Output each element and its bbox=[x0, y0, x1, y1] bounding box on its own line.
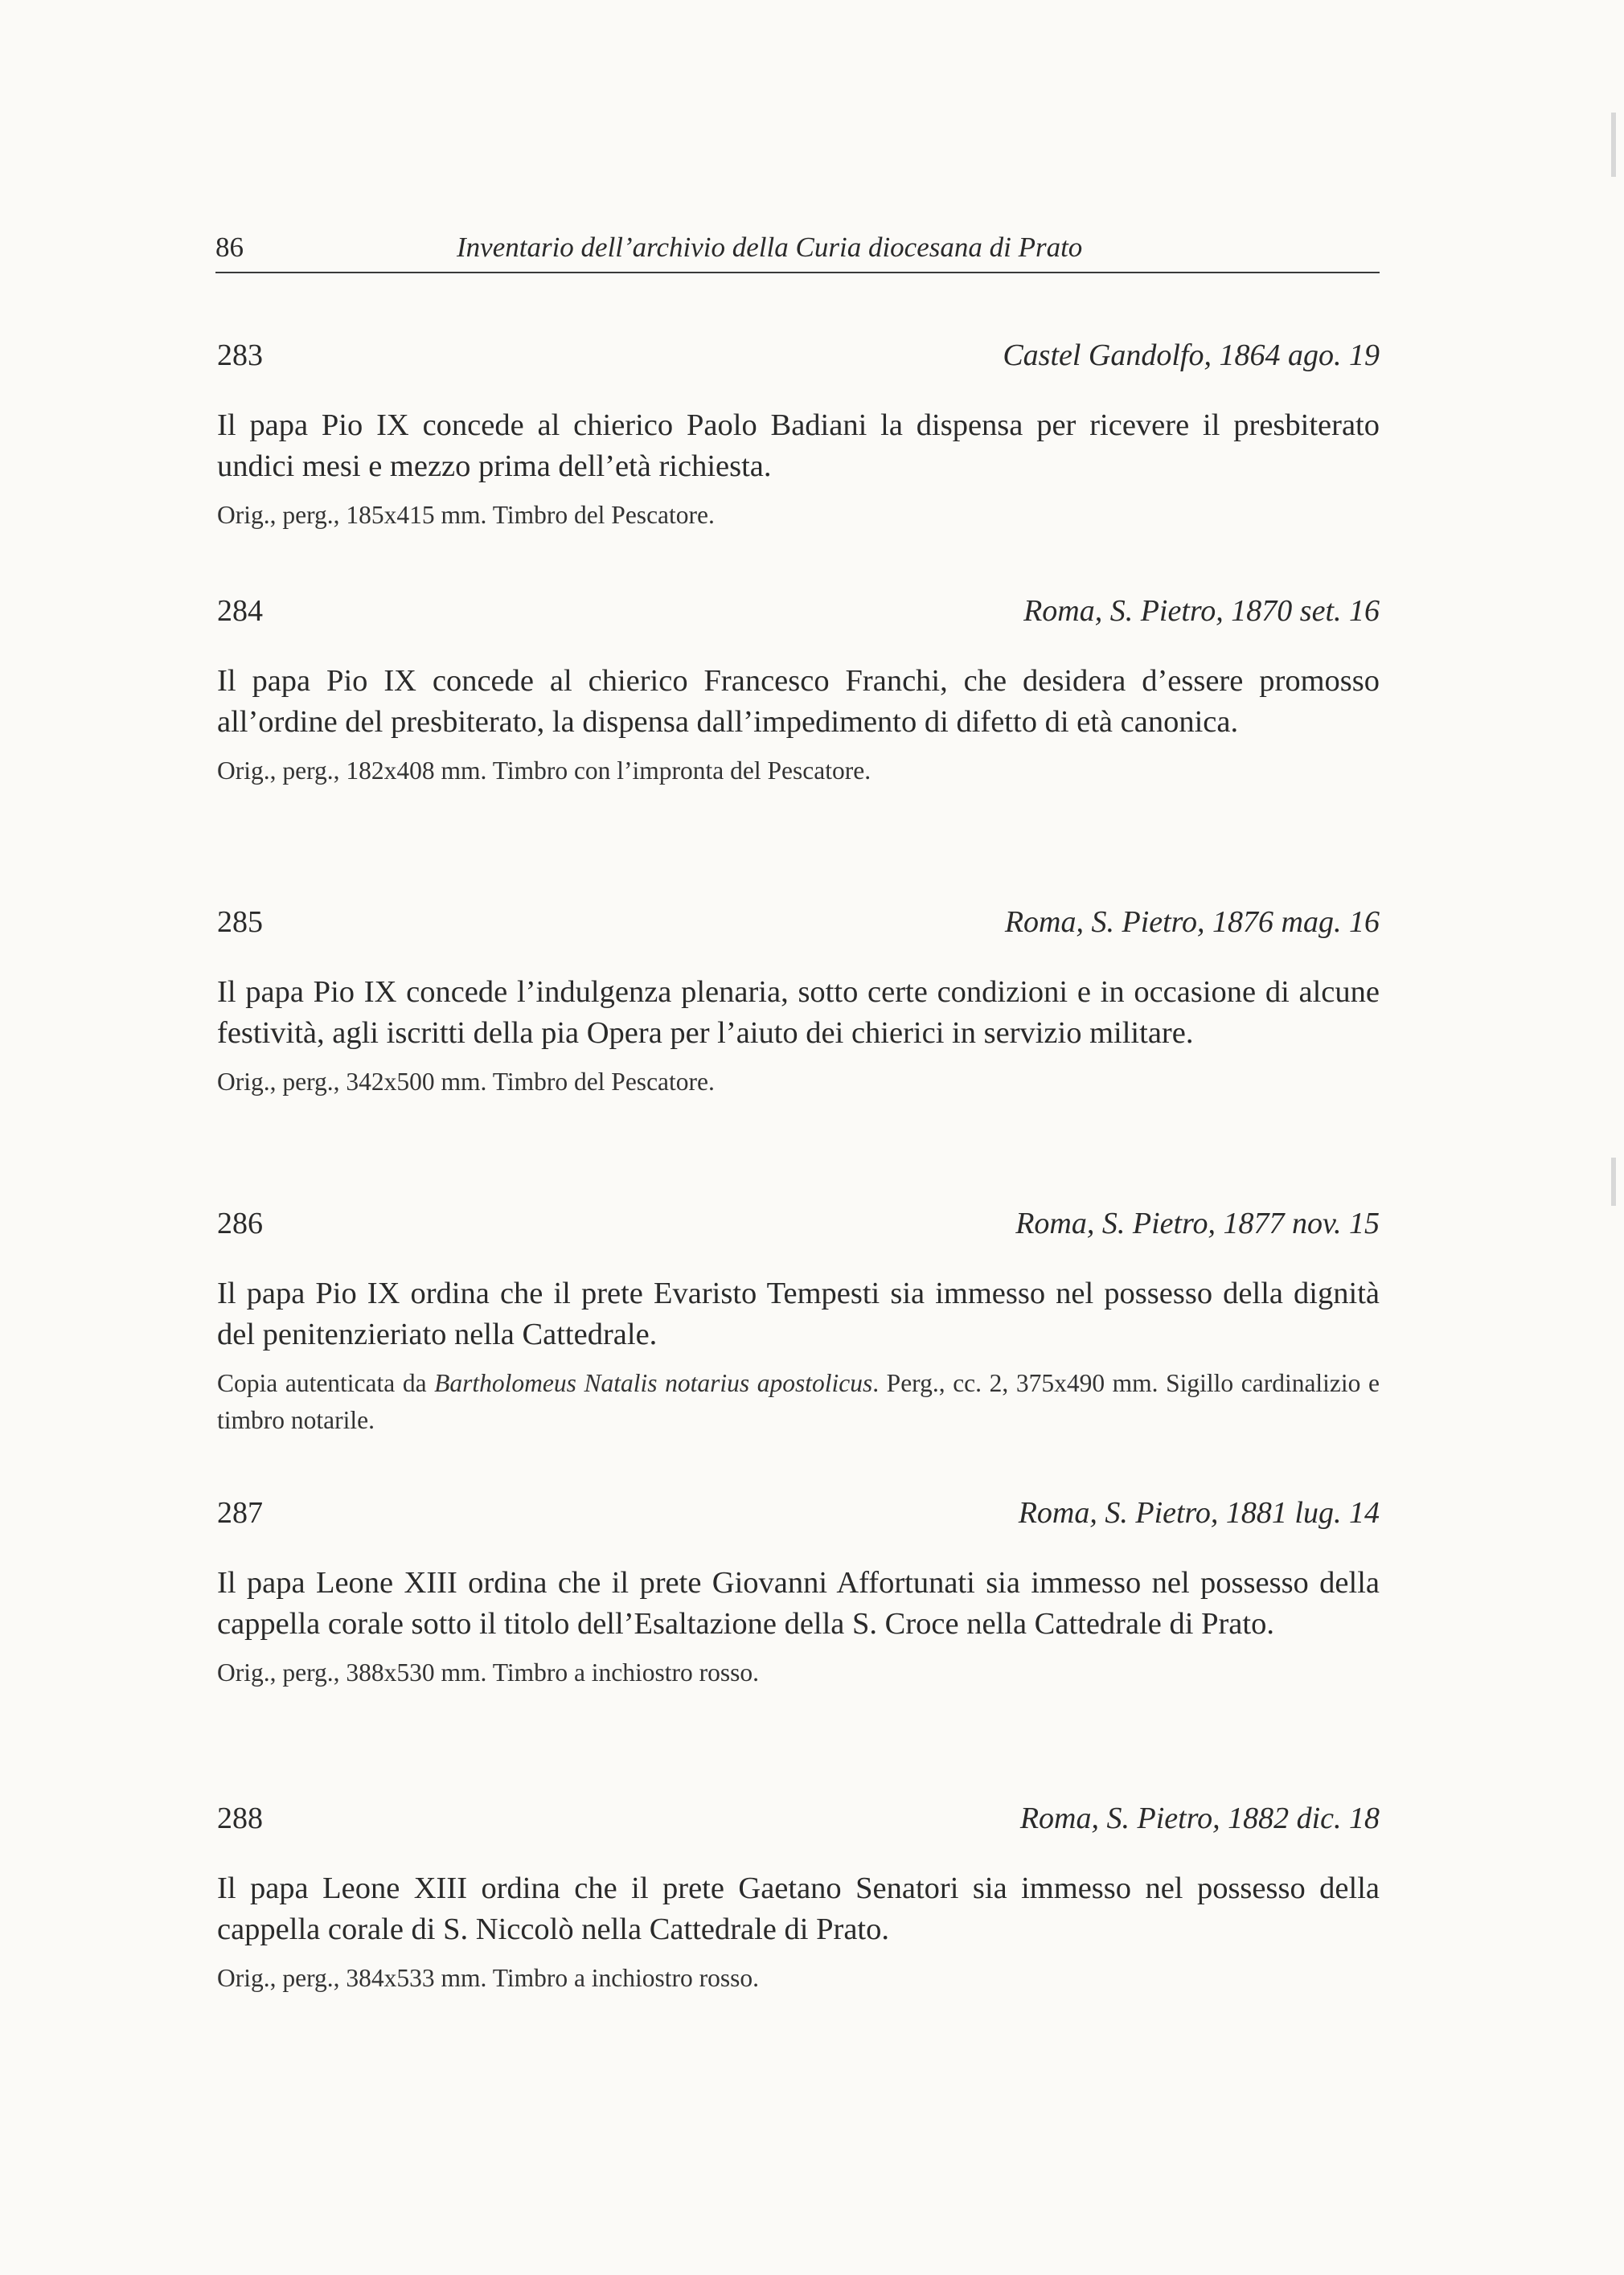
entry-summary: Il papa Pio IX concede al chierico Paolo Badiani la dispensa per ricevere il presbiterato undici mesi e mezzo prima dell’età richiesta. bbox=[217, 408, 1380, 483]
entry-head bbox=[217, 1206, 1380, 1246]
description-prefix: Copia autenticata da bbox=[217, 1369, 435, 1397]
entry-284 bbox=[217, 593, 1380, 789]
entry-286 bbox=[217, 1206, 1380, 1439]
entry-summary: Il papa Leone XIII ordina che il prete Gaetano Senatori sia immesso nel possesso della cappella corale di S. Niccolò nella Cattedrale di Prato. bbox=[217, 1871, 1380, 1946]
entry-head bbox=[217, 1495, 1380, 1535]
entry-description: Orig., perg., 384x533 mm. Timbro a inchiostro rosso. bbox=[217, 1964, 760, 1992]
entry-description: Orig., perg., 388x530 mm. Timbro a inchiostro rosso. bbox=[217, 1658, 760, 1687]
notary-name: Bartholomeus Natalis notarius apostolicus bbox=[434, 1369, 873, 1397]
entry-number: 283 bbox=[217, 338, 263, 372]
entry-summary: Il papa Pio IX ordina che il prete Evaristo Tempesti sia immesso nel possesso della dignità del penitenzieriato nella Cattedrale. bbox=[217, 1277, 1380, 1351]
entry-head bbox=[217, 593, 1380, 633]
entry-place-date: Roma, S. Pietro, 1877 nov. 15 bbox=[1015, 1207, 1380, 1240]
edge-mark bbox=[1611, 1158, 1616, 1206]
entry-description: Orig., perg., 182x408 mm. Timbro con l’impronta del Pescatore. bbox=[217, 756, 871, 785]
description-suffix: . Perg., cc. 2, 375x490 mm. Sigillo cardinalizio e timbro notarile. bbox=[217, 1369, 1380, 1434]
entry-place-date: Roma, S. Pietro, 1881 lug. 14 bbox=[1018, 1496, 1380, 1530]
entry-number: 287 bbox=[217, 1496, 263, 1530]
entry-summary: Il papa Leone XIII ordina che il prete Giovanni Affortunati sia immesso nel possesso della cappella corale sotto il titolo dell’Esaltazione della S. Croce nella Cattedrale di Prato. bbox=[217, 1566, 1380, 1641]
page-number: 86 bbox=[215, 232, 244, 263]
entry-number: 285 bbox=[217, 905, 263, 939]
entry-description: Orig., perg., 185x415 mm. Timbro del Pescatore. bbox=[217, 501, 715, 529]
entry-place-date: Castel Gandolfo, 1864 ago. 19 bbox=[1003, 338, 1380, 372]
entry-head bbox=[217, 338, 1380, 378]
entry-head bbox=[217, 1801, 1380, 1841]
entry-summary: Il papa Pio IX concede l’indulgenza plenaria, sotto certe condizioni e in occasione di alcune festività, agli iscritti della pia Opera per l’aiuto dei chierici in servizio militare. bbox=[217, 975, 1380, 1050]
entry-283 bbox=[217, 338, 1380, 534]
entry-place-date: Roma, S. Pietro, 1876 mag. 16 bbox=[1004, 905, 1380, 939]
entry-288 bbox=[217, 1801, 1380, 1997]
page-header bbox=[215, 227, 1380, 273]
entry-number: 288 bbox=[217, 1802, 263, 1835]
edge-mark bbox=[1611, 113, 1616, 177]
running-title: Inventario dell’archivio della Curia diocesana di Prato bbox=[457, 232, 1083, 263]
entry-description: Orig., perg., 342x500 mm. Timbro del Pescatore. bbox=[217, 1068, 715, 1096]
entry-head bbox=[217, 904, 1380, 945]
entry-description bbox=[217, 1365, 1380, 1439]
entry-summary: Il papa Pio IX concede al chierico Francesco Franchi, che desidera d’essere promosso all’ordine del presbiterato, la dispensa dall’impedimento di difetto di età canonica. bbox=[217, 664, 1380, 739]
entry-number: 286 bbox=[217, 1207, 263, 1240]
entry-place-date: Roma, S. Pietro, 1870 set. 16 bbox=[1023, 594, 1380, 628]
entry-285 bbox=[217, 904, 1380, 1101]
entry-287 bbox=[217, 1495, 1380, 1691]
entry-number: 284 bbox=[217, 594, 263, 628]
entry-place-date: Roma, S. Pietro, 1882 dic. 18 bbox=[1019, 1802, 1380, 1835]
